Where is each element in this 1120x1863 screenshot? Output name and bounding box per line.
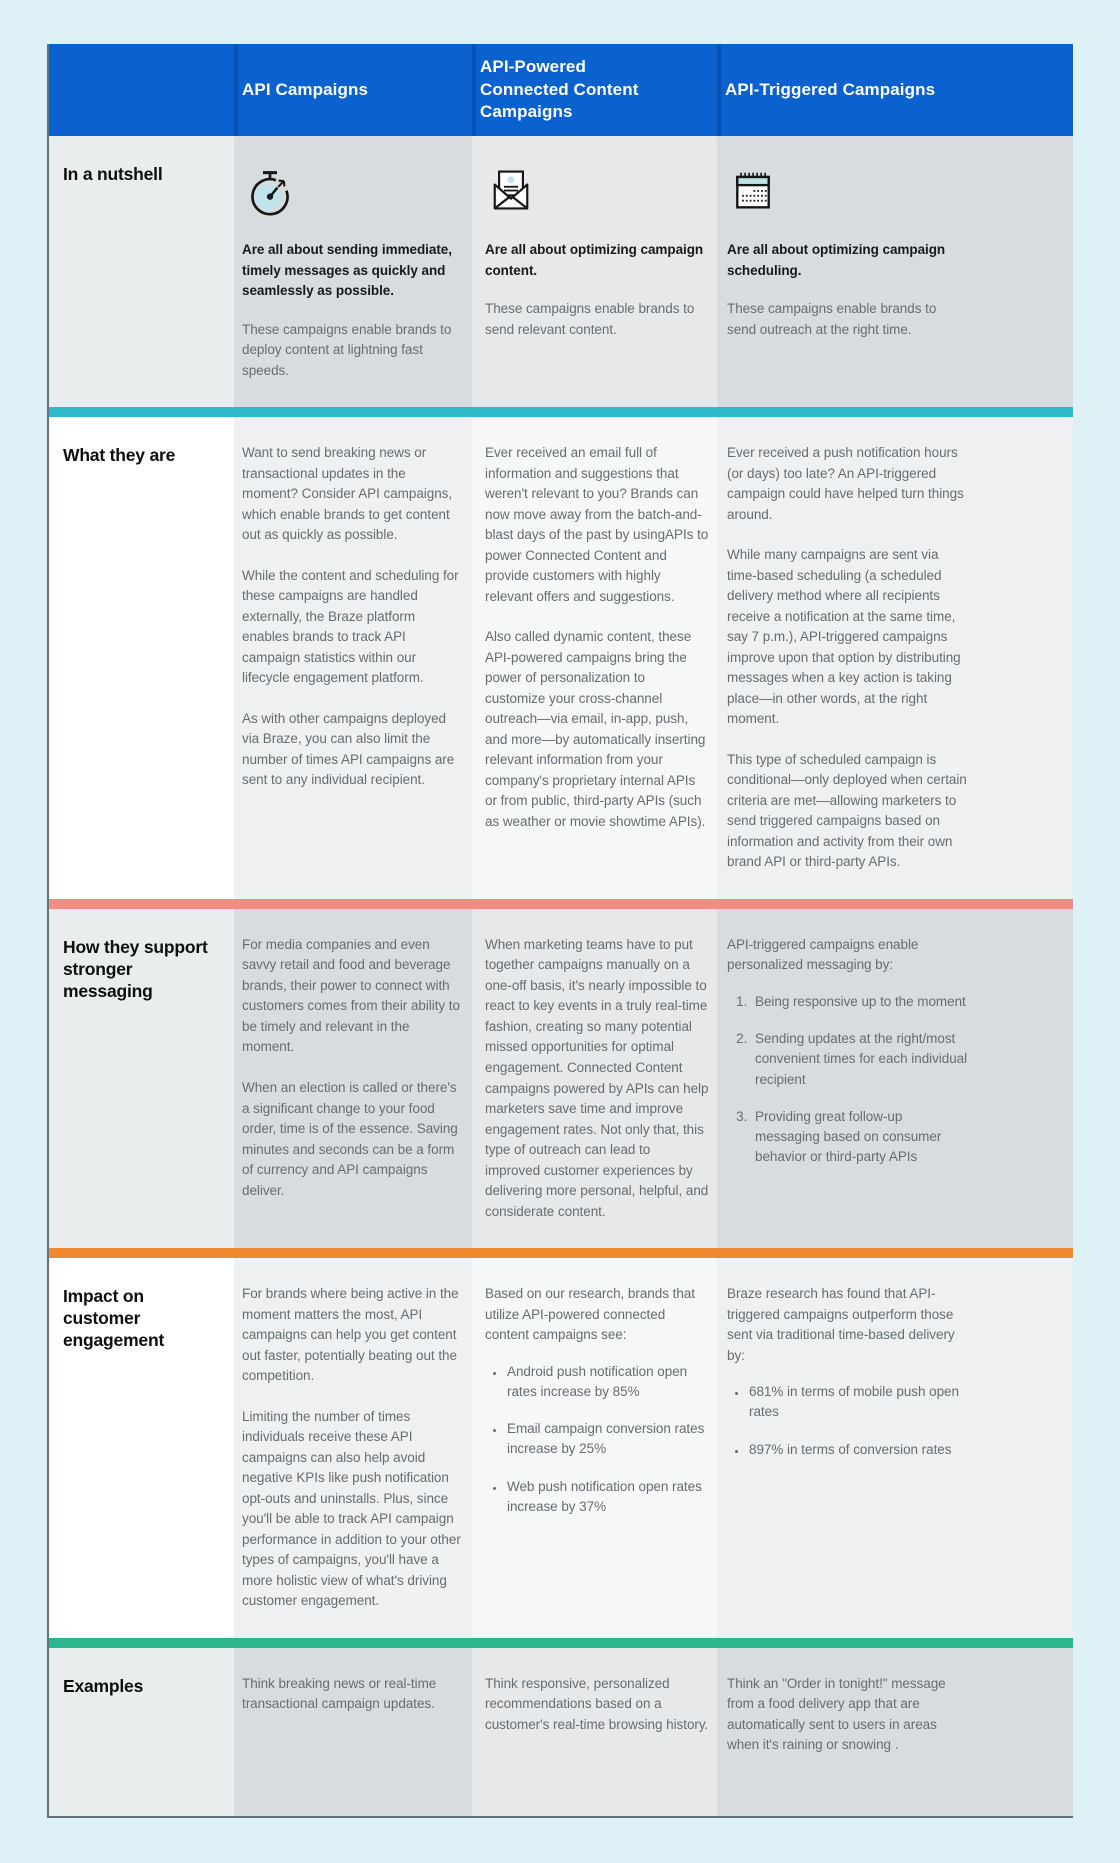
row-label-in-a-nutshell: In a nutshell [49,136,234,407]
list-item: 1. Being responsive up to the moment [751,992,969,1012]
divider-teal [49,407,1073,417]
column-header-api-triggered [717,44,1073,136]
cell-examples-api [234,1648,472,1816]
cell-body-text: For brands where being active in the moment matters the most, API campaigns can help you get content out faster, potentially beating out the competition. [242,1286,459,1384]
cell-impact-connected [472,1258,717,1638]
cell-what-api [234,417,472,899]
cell-support-api [234,909,472,1248]
cell-body-text: Think breaking news or real-time transactional campaign updates. [242,1675,437,1712]
cell-impact-triggered [717,1258,1073,1638]
cell-body-text: These campaigns enable brands to send relevant content. [485,301,695,337]
row-label-examples: Examples [49,1648,234,1816]
bullet-list [727,1382,969,1460]
cell-impact-api [234,1258,472,1638]
cell-nutshell-triggered [717,136,1073,407]
cell-body-text: Want to send breaking news or transactional updates in the moment? Consider API campaigns, which enable brands to get content out as quickly as possible. [242,445,453,543]
cell-body-text: As with other campaigns deployed via Braze, you can also limit the number of times API campaigns are sent to any individual recipient. [242,710,455,788]
numbered-list [727,992,969,1168]
cell-body-text: For media companies and even savvy retail and food and beverage brands, their power to connect with customers comes from their ability to be timely and relevant in the moment. [242,936,460,1055]
cell-what-connected [472,417,717,899]
cell-body-text: When an election is called or there's a significant change to your food order, time is of the essence. Saving minutes and seconds can be a form of currency and API campaigns deliver. [242,1079,458,1198]
cell-body-text: Think an "Order in tonight!" message from a food delivery app that are automatically sent to users in areas when it's raining or snowing . [727,1675,946,1753]
list-item: • Email campaign conversion rates increase by 25% [505,1419,709,1460]
cell-body-text: This type of scheduled campaign is conditional—only deployed when certain criteria are met—allowing marketers to send triggered campaigns based on information and activity from their own brand API or third-party APIs. [727,751,967,870]
cell-body-text: While many campaigns are sent via time-based scheduling (a scheduled delivery method where all recipients receive a notification at the same time, say 7 p.m.), API-triggered campaigns improve upon that option by distributing messages when a key action is taking place—in other words, at the right moment. [727,547,961,727]
bullet-list [485,1362,709,1518]
cell-body-text: While the content and scheduling for these campaigns are handled externally, the Braze platform enables brands to track API campaign statistics within our lifecycle engagement platform. [242,567,459,686]
list-item: 3. Providing great follow-up messaging based on consumer behavior or third-party APIs [751,1107,969,1168]
cell-body-text: Limiting the number of times individuals receive these API campaigns can also help avoid negative KPIs like push notification opt-outs and uninstalls. Plus, since you'll be able to track API campaign performance in addition to your other types of campaigns, you'll have a more holistic view of what's driving customer engagement. [242,1408,461,1609]
cell-nutshell-api [234,136,472,407]
list-item: • 681% in terms of mobile push open rates [747,1382,969,1423]
cell-support-triggered [717,909,1073,1248]
cell-lead-text: Are all about optimizing campaign content. [485,242,704,278]
cell-body-text: Think responsive, personalized recommendations based on a customer's real-time browsing history. [485,1675,709,1732]
cell-body-text: Also called dynamic content, these API-powered campaigns bring the power of personalization to customize your cross-channel outreach—via email, in-app, push, and more—by automatically inserting relevant information from your company's proprietary internal APIs or from public, third-party APIs (such as weather or movie showtime APIs). [485,629,706,829]
row-label-impact: Impact on customer engagement [49,1258,234,1638]
divider-green [49,1638,1073,1648]
cell-lead-text: Are all about sending immediate, timely messages as quickly and seamlessly as possible. [242,242,452,299]
cell-body-text: These campaigns enable brands to send outreach at the right time. [727,301,937,337]
list-item: 2. Sending updates at the right/most convenient times for each individual recipient [751,1029,969,1090]
cell-lead-text: Are all about optimizing campaign scheduling. [727,242,946,278]
cell-body-text: Braze research has found that API-triggered campaigns outperform those sent via traditional time-based delivery by: [727,1286,955,1363]
calendar-icon [727,164,969,220]
list-item: • Android push notification open rates increase by 85% [505,1362,709,1403]
cell-examples-connected [472,1648,717,1816]
column-header-empty [49,44,234,136]
cell-support-connected [472,909,717,1248]
cell-body-text: Ever received a push notification hours (or days) too late? An API-triggered campaign could have helped turn things around. [727,445,964,522]
list-item: • 897% in terms of conversion rates [747,1440,969,1460]
column-header-text: API Campaigns [242,79,368,99]
column-header-text: API-Triggered Campaigns [725,79,936,99]
envelope-letter-icon [485,164,709,220]
cell-body-text: API-triggered campaigns enable personalized messaging by: [727,936,919,973]
stopwatch-icon [242,164,464,220]
divider-salmon [49,899,1073,909]
cell-examples-triggered [717,1648,1073,1816]
divider-orange [49,1248,1073,1258]
cell-body-text: When marketing teams have to put together campaigns manually on a one-off basis, it's nearly impossible to react to key events in a truly real-time fashion, creating so many potential missed opportunities for optimal engagement. Connected Content campaigns powered by APIs can help marketers save time and improve engagement rates. Not only that, this type of outreach can lead to improved customer experiences by delivering more personal, helpful, and considerate content. [485,936,709,1219]
row-label-how-they-support: How they support stronger messaging [49,909,234,1248]
list-item: • Web push notification open rates increase by 37% [505,1477,709,1518]
cell-body-text: These campaigns enable brands to deploy content at lightning fast speeds. [242,321,452,378]
row-label-what-they-are: What they are [49,417,234,899]
cell-body-text: Based on our research, brands that utilize API-powered connected content campaigns see: [485,1286,695,1343]
cell-what-triggered [717,417,1073,899]
cell-nutshell-connected [472,136,717,407]
column-header-api-campaigns [234,44,472,136]
column-header-text: API-Powered Connected Content Campaigns [480,57,639,122]
column-header-connected-content [472,44,717,136]
comparison-table [47,44,1073,1818]
cell-body-text: Ever received an email full of information and suggestions that weren't relevant to you? Brands can now move away from the batch-and-blast days of the past by usingAPIs to power Connected Content and provide customers with highly relevant offers and suggestions. [485,445,709,604]
